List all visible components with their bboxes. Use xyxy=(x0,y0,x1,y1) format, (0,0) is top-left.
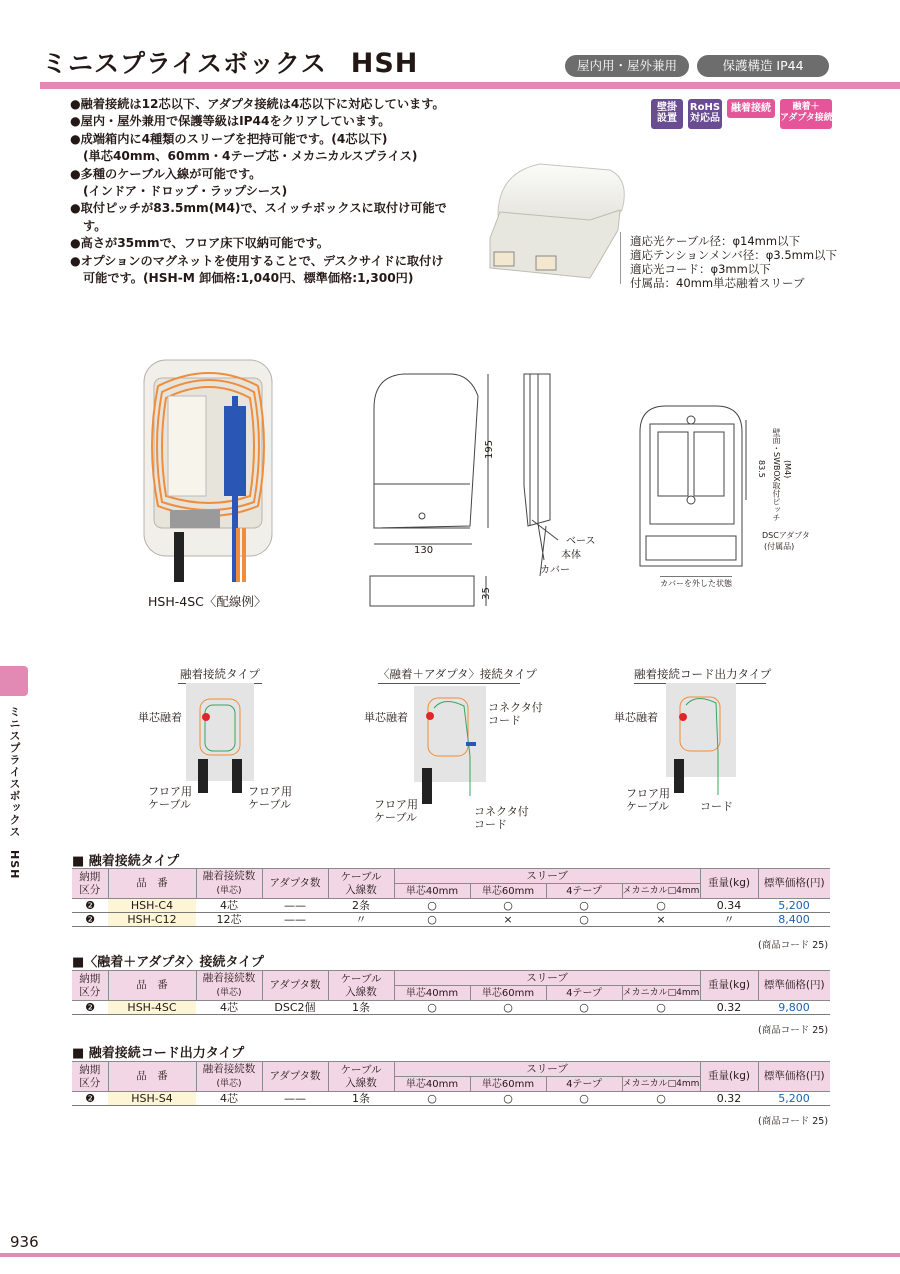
dim-width: 130 xyxy=(414,545,434,556)
dim-depth: 35 xyxy=(480,587,492,600)
col-price: 標準価格(円) xyxy=(758,869,830,899)
dim-height: 195 xyxy=(484,439,496,460)
feature-item: (インドア・ドロップ・ラップシース) xyxy=(83,184,288,199)
fusion-badge: 融着接続 xyxy=(727,99,775,118)
col-delivery: 納期 区分 xyxy=(72,869,108,899)
product-photo xyxy=(470,150,635,285)
spec-table-cord-output: 納期 区分 品 番 融着接続数 (単芯) アダプタ数 ケーブル 入線数 スリーブ 重量(kg) 標準価格(円) 単芯40mm 単芯60mm 4テープ メカニカル□4mm ❷ HSH-S4 4芯 —— 1条 ○ ○ ○ ○ 0.32 5,200 xyxy=(72,1061,830,1106)
floor-cable-label: フロア用 ケーブル xyxy=(374,798,418,824)
label-cover: カバー xyxy=(540,565,570,576)
splice-label: 単芯融着 xyxy=(138,711,182,724)
feature-item: ●成端箱内に4種類のスリーブを把持可能です。(4芯以下) xyxy=(70,131,388,146)
col-adapter: アダプタ数 xyxy=(262,869,328,899)
label-dsc-note: (付属品) xyxy=(764,542,795,551)
label-base: ベース xyxy=(566,536,596,547)
side-tab xyxy=(0,666,28,696)
spec-item: 適応テンションメンバ径：φ3.5mm以下 xyxy=(630,248,838,262)
col-s60: 単芯60mm xyxy=(470,884,546,899)
spec-item: 適応光ケーブル径：φ14mm以下 xyxy=(630,234,801,248)
feature-item: ●オプションのマグネットを使用することで、デスクサイドに取付け可能です。(HSH-M 卸価格:1,040円、標準価格:1,300円) xyxy=(70,253,444,286)
side-label: ミニスプライスボックス HSH xyxy=(8,706,21,880)
diagram-title-fusion-adapter: 〈融着＋アダプタ〉接続タイプ xyxy=(378,666,520,684)
label-pitch: 83.5 xyxy=(757,460,766,478)
model-name: HSH xyxy=(350,48,419,79)
floor-cable-label: フロア用 ケーブル xyxy=(248,785,292,811)
splice-label: 単芯融着 xyxy=(364,711,408,724)
spec-table-fusion xyxy=(72,868,830,927)
floor-cable-label: フロア用 ケーブル xyxy=(626,787,670,813)
diagram-title-cord-output: 融着接続コード出力タイプ xyxy=(634,666,766,684)
table-header-row: 納期 区分 品 番 融着接続数 (単芯) アダプタ数 ケーブル 入線数 スリーブ 重量(kg) 標準価格(円) xyxy=(72,971,830,986)
splice-label: 単芯融着 xyxy=(614,711,658,724)
protection-pill: 保護構造 IP44 xyxy=(697,55,829,77)
label-cover-removed: カバーを外した状態 xyxy=(660,576,732,589)
diagram-fusion xyxy=(186,683,254,803)
table-header-row xyxy=(72,869,830,884)
spec-divider xyxy=(620,232,621,284)
table-title: ■ 融着接続タイプ xyxy=(72,854,180,869)
interior-drawing xyxy=(636,402,756,572)
wiring-example-photo xyxy=(140,356,280,582)
wiring-photo-caption: HSH-4SC〈配線例〉 xyxy=(148,594,267,609)
feature-item: (単芯40mm、60mm・4テープ芯・メカニカルスプライス) xyxy=(83,149,418,164)
feature-item: ●屋内・屋外兼用で保護等級はIP44をクリアしています。 xyxy=(70,114,391,129)
product-code-note: (商品コード 25) xyxy=(758,1116,829,1127)
col-splice-count: 融着接続数 (単芯) xyxy=(196,869,262,899)
col-part: 品 番 xyxy=(108,869,196,899)
table-title: ■〈融着＋アダプタ〉接続タイプ xyxy=(72,955,264,970)
product-code-note: (商品コード 25) xyxy=(758,940,829,951)
col-cable: ケーブル 入線数 xyxy=(328,869,394,899)
col-s40: 単芯40mm xyxy=(394,884,470,899)
col-tape: 4テープ xyxy=(546,884,622,899)
diagram-title-fusion: 融着接続タイプ xyxy=(178,666,262,684)
table-row: ❷ HSH-S4 4芯 —— 1条 ○ ○ ○ ○ 0.32 5,200 xyxy=(72,1092,830,1106)
fusion-adapter-badge: 融着＋ アダプタ接続 xyxy=(780,99,832,129)
feature-list xyxy=(70,96,450,287)
feature-item: ●融着接続は12芯以下、アダプタ接続は4芯以下に対応しています。 xyxy=(70,97,445,111)
diagram-fusion-adapter xyxy=(414,686,486,816)
spec-table-fusion-adapter: 納期 区分 品 番 融着接続数 (単芯) アダプタ数 ケーブル 入線数 スリーブ 重量(kg) 標準価格(円) 単芯40mm 単芯60mm 4テープ メカニカル□4mm ❷ HSH-4SC 4芯 DSC2個 1条 ○ ○ ○ ○ 0.32 9,800 xyxy=(72,970,830,1015)
label-m4: (M4) xyxy=(783,460,792,479)
table-row: ❷ HSH-C12 12芯 —— 〃 ○ × ○ × 〃 8,400 xyxy=(72,913,830,927)
label-pitch-note: 壁面・SWBOX取付ピッチ xyxy=(772,428,781,522)
spec-list xyxy=(630,234,837,290)
header-rule xyxy=(40,82,900,89)
rohs-badge: RoHS 対応品 xyxy=(688,99,722,129)
feature-item: ●高さが35mmで、フロア床下収納可能です。 xyxy=(70,236,329,251)
col-weight: 重量(kg) xyxy=(700,869,758,899)
col-sleeve: スリーブ xyxy=(394,869,700,884)
label-body: 本体 xyxy=(561,550,581,561)
page-title: ミニスプライスボックス HSH xyxy=(42,48,419,79)
product-code-note: (商品コード 25) xyxy=(758,1025,829,1036)
connector-cord-label: コネクタ付 コード xyxy=(474,805,529,831)
table-row: ❷ HSH-C4 4芯 —— 2条 ○ ○ ○ ○ 0.34 5,200 xyxy=(72,899,830,913)
footer-rule xyxy=(0,1253,900,1257)
wall-mount-badge: 壁掛 設置 xyxy=(651,99,683,129)
page-number: 936 xyxy=(10,1233,39,1251)
table-header-row: 納期 区分 品 番 融着接続数 (単芯) アダプタ数 ケーブル 入線数 スリーブ 重量(kg) 標準価格(円) xyxy=(72,1062,830,1077)
spec-item: 付属品：40mm単芯融着スリーブ xyxy=(630,276,805,290)
dimension-drawing xyxy=(360,366,610,612)
feature-item: ●多種のケーブル入線が可能です。 xyxy=(70,166,262,181)
label-dsc: DSCアダプタ xyxy=(762,531,810,540)
spec-item: 適応光コード：φ3mm以下 xyxy=(630,262,771,276)
feature-item: ●取付ピッチが83.5mm(M4)で、スイッチボックスに取付け可能です。 xyxy=(70,201,447,233)
floor-cable-label: フロア用 ケーブル xyxy=(148,785,192,811)
col-mech: メカニカル□4mm xyxy=(622,884,700,899)
diagram-cord-output xyxy=(666,683,736,795)
connector-cord-label: コネクタ付 コード xyxy=(488,701,543,727)
usage-pill: 屋内用・屋外兼用 xyxy=(565,55,689,77)
cord-label: コード xyxy=(700,800,733,813)
table-title: ■ 融着接続コード出力タイプ xyxy=(72,1046,245,1061)
table-row: ❷ HSH-4SC 4芯 DSC2個 1条 ○ ○ ○ ○ 0.32 9,800 xyxy=(72,1001,830,1015)
